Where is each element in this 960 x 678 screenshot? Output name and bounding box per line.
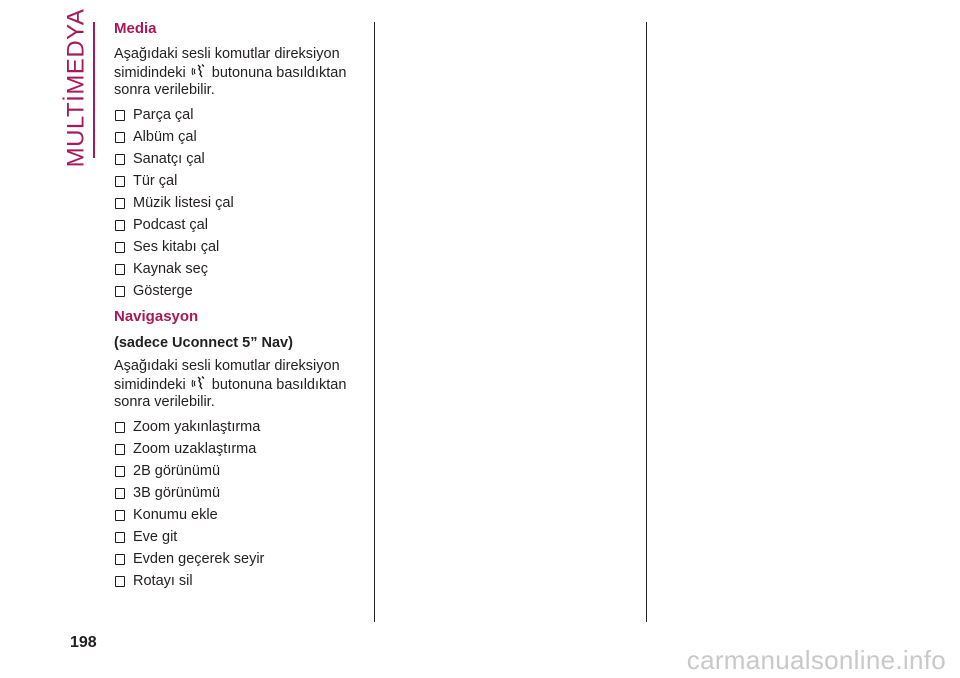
square-bullet-icon	[115, 220, 125, 231]
square-bullet-icon	[115, 510, 125, 521]
section-side-tab	[62, 8, 90, 168]
list-item-label: Parça çal	[133, 107, 194, 123]
square-bullet-icon	[115, 154, 125, 165]
list-item-label: Rotayı sil	[133, 573, 193, 589]
square-bullet-icon	[115, 488, 125, 499]
list-item-label: Eve git	[133, 529, 178, 545]
square-bullet-icon	[115, 286, 125, 297]
navigation-heading: Navigasyon	[114, 308, 199, 325]
list-item-label: Zoom yakınlaştırma	[133, 419, 261, 435]
list-item	[114, 482, 364, 504]
watermark: carmanualsonline.info	[686, 645, 946, 675]
list-item	[114, 192, 364, 214]
list-item	[114, 214, 364, 236]
column-divider-2	[646, 22, 647, 622]
square-bullet-icon	[115, 422, 125, 433]
list-item-label: Albüm çal	[133, 129, 197, 145]
navigation-command-list	[114, 416, 364, 592]
list-item	[114, 504, 364, 526]
media-section	[114, 20, 364, 302]
list-item	[114, 280, 364, 302]
list-item	[114, 416, 364, 438]
list-item-label: Sanatçı çal	[133, 151, 205, 167]
media-heading: Media	[114, 20, 157, 37]
list-item-label: Kaynak seç	[133, 261, 208, 277]
navigation-intro-text-2: butonuna basıldıktan sonra verilebilir.	[114, 377, 347, 410]
list-item	[114, 258, 364, 280]
list-item	[114, 170, 364, 192]
list-item	[114, 438, 364, 460]
list-item	[114, 148, 364, 170]
media-intro-text-1: Aşağıdaki sesli komutlar direksiyon simidindeki	[114, 46, 340, 81]
list-item	[114, 104, 364, 126]
list-item-label: Konumu ekle	[133, 507, 218, 523]
square-bullet-icon	[115, 132, 125, 143]
voice-command-icon	[191, 375, 207, 391]
list-item-label: Zoom uzaklaştırma	[133, 441, 257, 457]
navigation-section	[114, 308, 364, 592]
list-item	[114, 570, 364, 592]
navigation-intro	[114, 358, 364, 411]
media-command-list	[114, 104, 364, 302]
section-side-tab-label: MULTİMEDYA	[62, 8, 90, 168]
square-bullet-icon	[115, 576, 125, 587]
column-divider-1	[374, 22, 375, 622]
left-column	[114, 20, 364, 592]
square-bullet-icon	[115, 444, 125, 455]
media-intro	[114, 46, 364, 99]
square-bullet-icon	[115, 176, 125, 187]
square-bullet-icon	[115, 466, 125, 477]
list-item-label: Podcast çal	[133, 217, 208, 233]
square-bullet-icon	[115, 532, 125, 543]
square-bullet-icon	[115, 198, 125, 209]
list-item	[114, 526, 364, 548]
list-item-label: 2B görünümü	[133, 463, 221, 479]
page-number: 198	[70, 634, 97, 651]
list-item	[114, 236, 364, 258]
list-item	[114, 126, 364, 148]
list-item-label: Ses kitabı çal	[133, 239, 220, 255]
list-item	[114, 460, 364, 482]
voice-command-icon	[191, 63, 207, 79]
square-bullet-icon	[115, 242, 125, 253]
square-bullet-icon	[115, 554, 125, 565]
square-bullet-icon	[115, 264, 125, 275]
list-item-label: Evden geçerek seyir	[133, 551, 265, 567]
list-item	[114, 548, 364, 570]
media-intro-text-2: butonuna basıldıktan sonra verilebilir.	[114, 65, 347, 98]
list-item-label: Müzik listesi çal	[133, 195, 234, 211]
navigation-intro-text-1: Aşağıdaki sesli komutlar direksiyon simidindeki	[114, 358, 340, 393]
list-item-label: Gösterge	[133, 283, 193, 299]
list-item-label: Tür çal	[133, 173, 178, 189]
side-tab-rule	[93, 22, 95, 158]
square-bullet-icon	[115, 110, 125, 121]
navigation-subheading: (sadece Uconnect 5” Nav)	[114, 335, 293, 351]
list-item-label: 3B görünümü	[133, 485, 221, 501]
